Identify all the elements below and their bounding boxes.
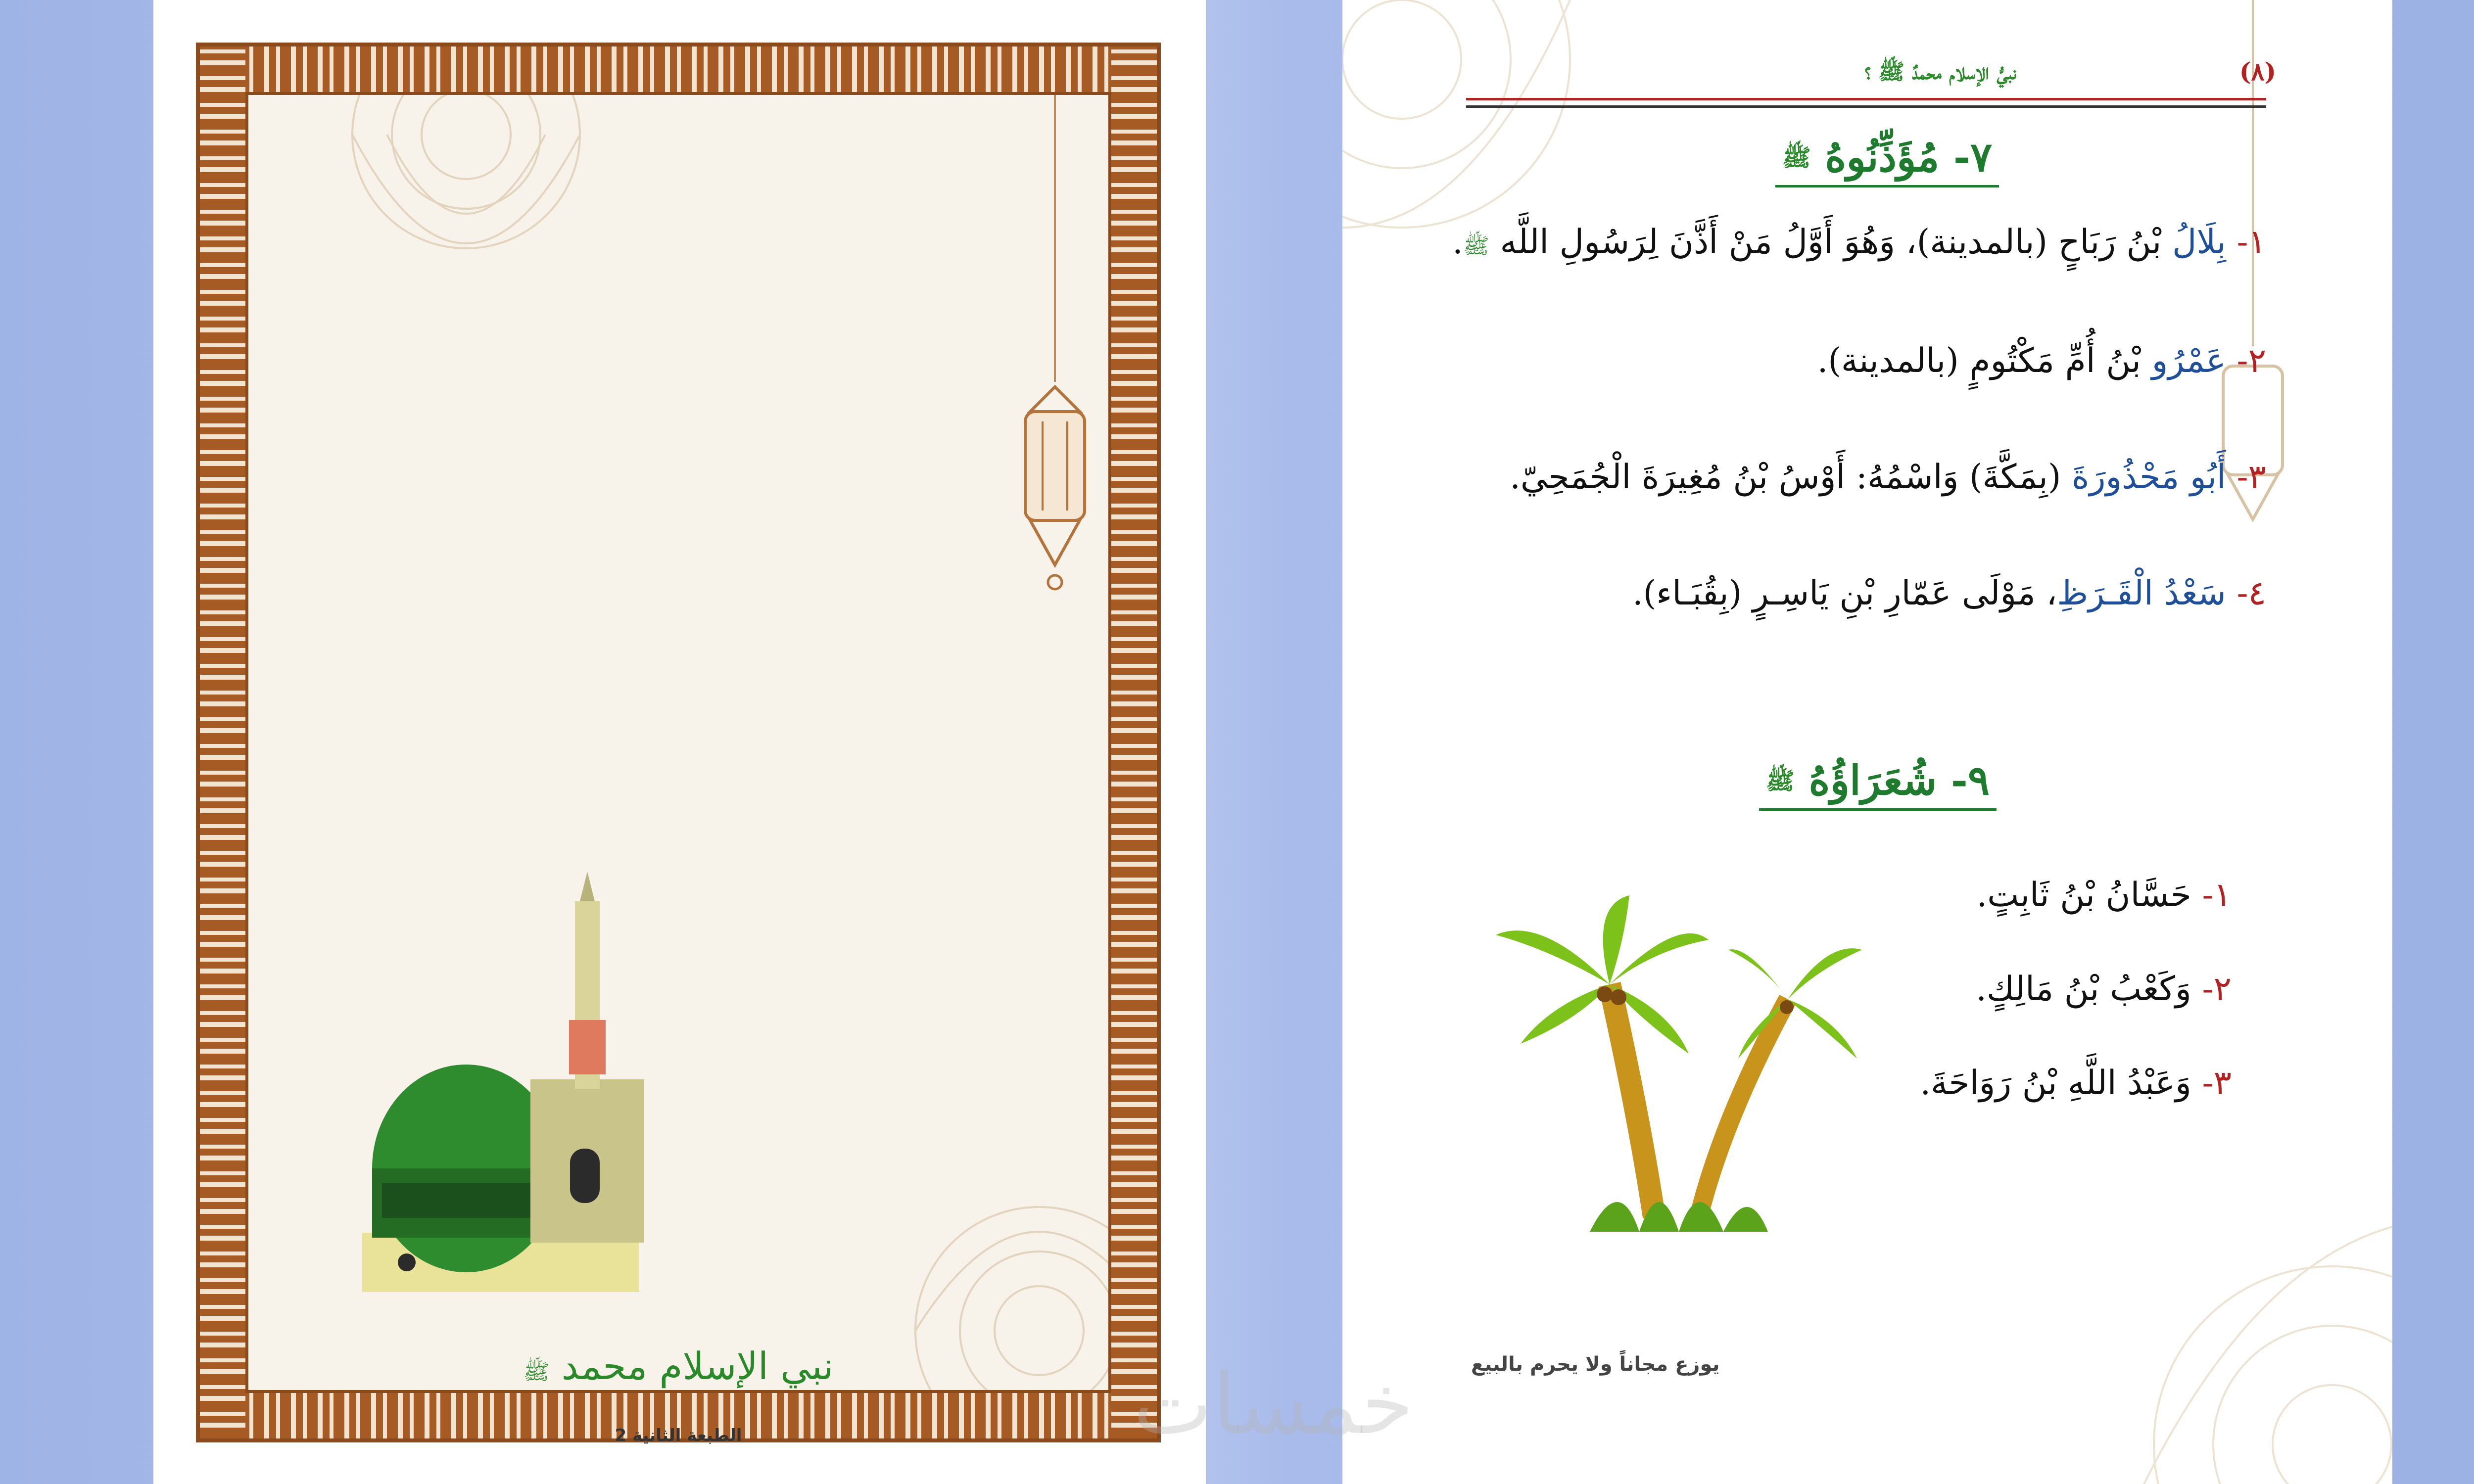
frame-right-strip: [1111, 46, 1157, 1438]
item-number: ١-: [2236, 223, 2266, 262]
item-text: وَعَبْدُ اللَّهِ بْنُ رَوَاحَةَ.: [1920, 1064, 2191, 1103]
item-text: حَسَّانُ بْنُ ثَابِتٍ.: [1976, 876, 2191, 915]
item-text: (بِمَكَّةَ) وَاسْمُهُ: أَوْسُ بْنُ مُغِيرَةَ الْجُمَحِيّ.: [1510, 458, 2072, 497]
item-name: أَبُو مَحْذُورَةَ: [2071, 458, 2226, 497]
cover-edition: الطبعة الثانية 2: [615, 1426, 742, 1445]
cover-page: [153, 0, 1206, 1484]
item-text: ، مَوْلَى عَمّارِ بْنِ يَاسِـرٍ (بِقُبَـاء).: [1632, 574, 2057, 613]
item-number: ٢-: [2236, 341, 2266, 380]
list-item: [1976, 970, 2232, 1009]
frame-left-strip: [200, 46, 245, 1438]
mandala-ornament-icon: [308, 95, 624, 372]
mosque-illustration-icon: [362, 872, 659, 1307]
item-text: بْنُ أُمِّ مَكْتُومٍ (بالمدينة).: [1817, 341, 2152, 380]
item-name: عَمْرُو: [2151, 341, 2226, 380]
lantern-icon: [1000, 95, 1109, 600]
item-number: ٤-: [2236, 574, 2266, 613]
section-heading-poets: [1759, 757, 1997, 811]
honorific-text: ﷺ: [1765, 767, 1795, 795]
item-text: بْنُ رَبَاحٍ (بالمدينة)، وَهُوَ أَوَّلُ مَنْ أَذَّنَ لِرَسُولِ اللَّه: [1489, 223, 2172, 262]
item-number: ٣-: [2202, 1064, 2232, 1103]
header-rule: [1466, 98, 2266, 108]
item-number: ١-: [2202, 876, 2232, 915]
list-item: [1977, 876, 2232, 915]
list-item: [1817, 341, 2266, 380]
list-item: [1632, 574, 2266, 613]
cover-title: [248, 1344, 1108, 1390]
item-number: ٣-: [2236, 458, 2266, 497]
mandala-ornament-icon: [2045, 1167, 2392, 1484]
watermark-logo: خمسات: [1133, 1355, 1414, 1453]
honorific-text: ﷺ: [523, 1359, 550, 1385]
item-text: وَكَعْبُ بْنُ مَالِكٍ.: [1976, 970, 2191, 1009]
section-number: ٧-: [1953, 134, 1992, 181]
list-item: [1920, 1064, 2232, 1103]
item-name: بِلَالُ: [2172, 223, 2226, 262]
page-number: (٨): [2239, 57, 2276, 86]
cover-title-text: نبي الإسلام محمد: [561, 1344, 834, 1388]
palm-trees-icon: [1491, 895, 1887, 1232]
item-number: ٢-: [2202, 970, 2232, 1009]
list-item: [1510, 458, 2266, 497]
list-item: [1452, 223, 2266, 264]
footer-note: يوزع مجاناً ولا يحرم بالبيع: [1471, 1353, 1720, 1376]
mandala-ornament-icon: [1342, 0, 1689, 346]
honorific-text: ﷺ: [1463, 233, 1489, 259]
cover-inner-panel: [245, 92, 1111, 1445]
section-number: ٩-: [1951, 757, 1990, 804]
content-page: [1342, 0, 2392, 1484]
header-title: نبيُّ الإسلام محمدٌ ﷺ ؟: [1864, 59, 2016, 85]
item-name: سَعْدُ الْقَـرَظِ: [2057, 574, 2226, 613]
honorific-text: ﷺ: [1782, 144, 1811, 172]
section-title: مُؤَذِّنُوهُ: [1825, 134, 1940, 181]
section-heading-muezzins: [1775, 134, 1999, 187]
section-title: شُعَرَاؤُهُ: [1808, 757, 1937, 804]
greek-key-frame: [196, 43, 1161, 1445]
item-end: .: [1452, 223, 1463, 262]
